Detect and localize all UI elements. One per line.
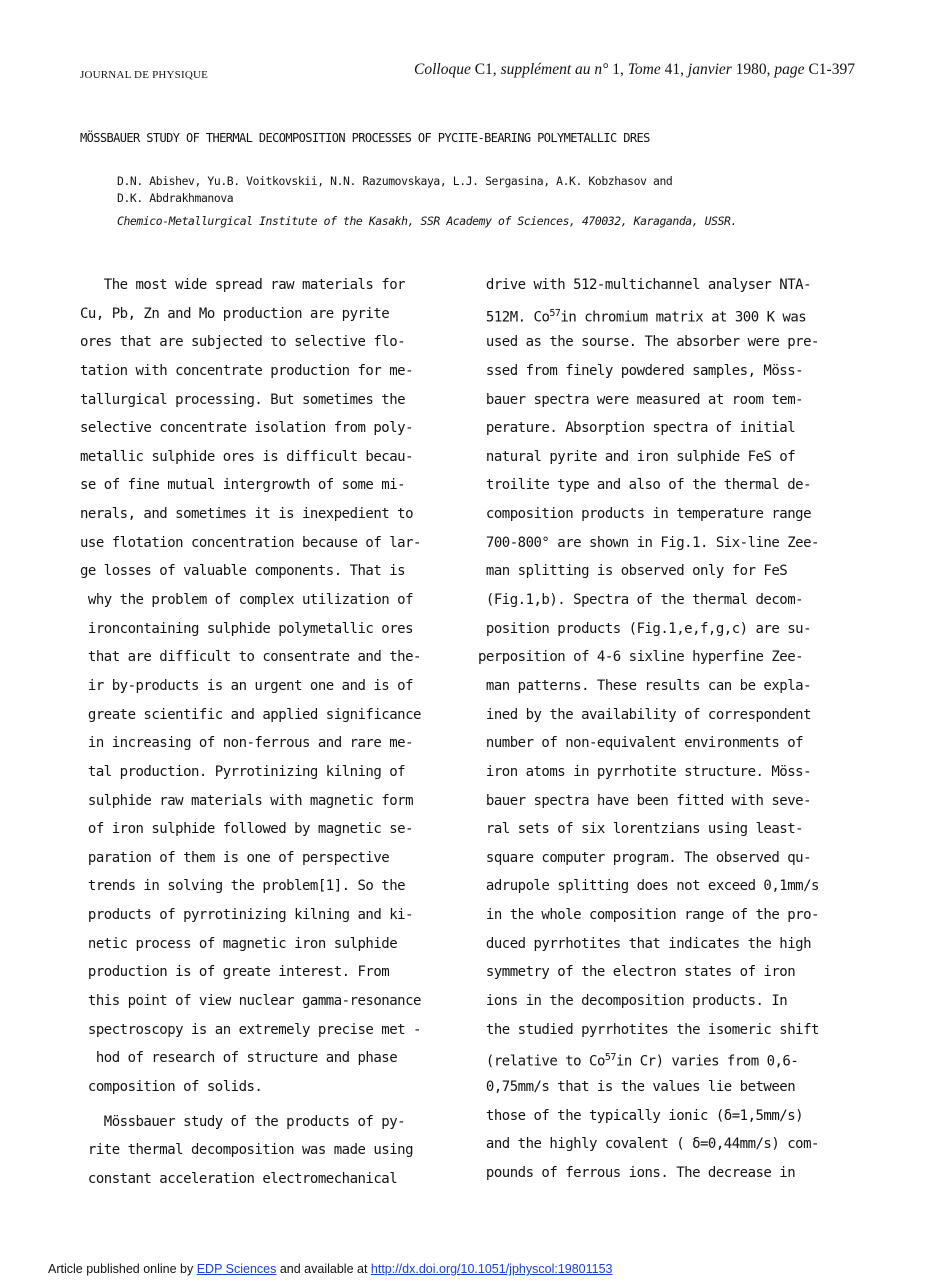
author-list	[117, 173, 672, 207]
text-line: production is of greate interest. From	[80, 964, 390, 981]
text-line: and the highly covalent ( δ=0,44mm/s) com-	[478, 1136, 819, 1153]
colloque-citation	[414, 61, 855, 79]
text-line: in the whole composition range of the pro-	[478, 907, 819, 924]
footer-note	[48, 1262, 613, 1276]
text-line: nerals, and sometimes it is inexpedient to	[80, 506, 414, 523]
text-line: ral sets of six lorentzians using least-	[478, 821, 804, 838]
text-line: ores that are subjected to selective flo-	[80, 334, 406, 351]
footer-text: Article published online by	[48, 1262, 197, 1276]
text-line: metallic sulphide ores is difficult becau-	[80, 448, 414, 465]
text-line: perature. Absorption spectra of initial	[478, 420, 796, 437]
text-line: greate scientific and applied significance	[80, 706, 421, 723]
text-line: used as the sourse. The absorber were pre-	[478, 334, 819, 351]
text-line: The most wide spread raw materials for	[80, 277, 406, 293]
text-line: man patterns. These results can be expla-	[478, 677, 812, 694]
text-line: bauer spectra were measured at room tem-	[478, 391, 804, 408]
tome-label: Tome	[627, 61, 661, 78]
text-line: position products (Fig.1,e,f,g,c) are su-	[478, 620, 812, 637]
text-line: tal production. Pyrrotinizing kilning of	[80, 763, 406, 780]
paper-title: MÖSSBAUER STUDY OF THERMAL DECOMPOSITION PROCESSES OF PYCITE-BEARING POLYMETALLIC DRES	[80, 131, 650, 145]
text-line: paration of them is one of perspective	[80, 849, 390, 866]
text-line: man splitting is observed only for FeS	[478, 563, 788, 580]
text-line: ir by-products is an urgent one and is of	[80, 677, 414, 694]
text-line: tallurgical processing. But sometimes the	[80, 391, 406, 408]
text-line: sulphide raw materials with magnetic form	[80, 792, 414, 809]
text-line: troilite type and also of the thermal de-	[478, 477, 812, 494]
text-line: bauer spectra have been fitted with seve-	[478, 792, 812, 809]
text-line: (Fig.1,b). Spectra of the thermal decom-	[478, 592, 804, 609]
text-line: symmetry of the electron states of iron	[478, 964, 796, 981]
text-line: pounds of ferrous ions. The decrease in	[478, 1164, 796, 1181]
text-line: Cu, Pb, Zn and Mo production are pyrite	[80, 305, 390, 322]
text-line: tation with concentrate production for me-	[80, 362, 414, 379]
text-line: ge losses of valuable components. That is	[80, 563, 406, 580]
text-line: selective concentrate isolation from poly-	[80, 420, 414, 437]
text-line: drive with 512-multichannel analyser NTA-	[478, 277, 812, 293]
text-line: natural pyrite and iron sulphide FeS of	[478, 448, 796, 465]
colloque-id: C1,	[470, 61, 501, 78]
text-line: ined by the availability of correspondent	[478, 706, 812, 723]
issue-number: 1,	[608, 61, 628, 78]
text-line: (relative to Co$^{57}$in Cr) varies from 0,6-	[478, 1052, 799, 1070]
text-line: perposition of 4-6 sixline hyperfine Zee-	[478, 649, 804, 666]
supplement-label: supplément au n°	[500, 61, 609, 78]
text-line: 0,75mm/s that is the values lie between	[478, 1078, 796, 1095]
text-line: spectroscopy is an extremely precise met -	[80, 1021, 421, 1038]
right-column	[478, 271, 878, 1188]
text-line: 700-800° are shown in Fig.1. Six-line Zee-	[478, 534, 819, 551]
superscript: 57	[604, 1052, 616, 1064]
text-line: those of the typically ionic (δ=1,5mm/s)	[478, 1107, 804, 1124]
author-line: D.N. Abishev, Yu.B. Voitkovskii, N.N. Razumovskaya, L.J. Sergasina, A.K. Kobzhasov and	[117, 174, 673, 188]
text-line: that are difficult to consentrate and the-	[80, 649, 421, 666]
text-line: iron atoms in pyrrhotite structure. Möss-	[478, 763, 812, 780]
text-line: square computer program. The observed qu-	[478, 849, 812, 866]
text-line: ions in the decomposition products. In	[478, 993, 788, 1010]
text-line: trends in solving the problem[1]. So the	[80, 878, 406, 895]
text-line: se of fine mutual intergrowth of some mi-	[80, 477, 406, 494]
text-line: duced pyrrhotites that indicates the high	[478, 935, 812, 952]
affiliation: Chemico-Metallurgical Institute of the Kasakh, SSR Academy of Sciences, 470032, Karaganda, USSR.	[117, 214, 737, 228]
doi-link[interactable]: http://dx.doi.org/10.1051/jphyscol:19801153	[370, 1262, 613, 1276]
text-line: Mössbauer study of the products of py-	[80, 1113, 406, 1130]
text-line: this point of view nuclear gamma-resonance	[80, 993, 421, 1010]
text-line: composition products in temperature range	[478, 506, 812, 523]
text-line: why the problem of complex utilization of	[80, 592, 414, 609]
month-label: janvier	[687, 61, 732, 78]
edp-sciences-link[interactable]: EDP Sciences	[196, 1262, 277, 1276]
text-line: composition of solids.	[80, 1078, 263, 1095]
text-line: netic process of magnetic iron sulphide	[80, 935, 398, 952]
text-line: use flotation concentration because of lar-	[80, 534, 421, 551]
text-line: in increasing of non-ferrous and rare me-	[80, 735, 414, 752]
superscript: 57	[549, 307, 561, 319]
journal-name: JOURNAL DE PHYSIQUE	[80, 69, 209, 81]
text-line: rite thermal decomposition was made using	[80, 1142, 414, 1159]
footer-text: and available at	[276, 1262, 371, 1276]
text-line: constant acceleration electromechanical	[80, 1170, 398, 1187]
year: 1980,	[731, 61, 775, 78]
page-number: C1-397	[804, 61, 855, 78]
page-label: page	[774, 61, 805, 78]
text-line: adrupole splitting does not exceed 0,1mm/s	[478, 878, 819, 895]
text-line: products of pyrrotinizing kilning and ki-	[80, 907, 414, 924]
text-line: of iron sulphide followed by magnetic se-	[80, 821, 414, 838]
text-line: ironcontaining sulphide polymetallic ores	[80, 620, 414, 637]
left-column	[80, 271, 480, 1194]
volume-number: 41,	[660, 61, 688, 78]
text-line: 512M. Co$^{57}$in chromium matrix at 300 K was	[478, 307, 807, 326]
text-line: ssed from finely powdered samples, Möss-	[478, 362, 804, 379]
author-line: D.K. Abdrakhmanova	[117, 191, 234, 205]
text-line: number of non-equivalent environments of	[478, 735, 804, 752]
text-line: the studied pyrrhotites the isomeric shift	[478, 1021, 819, 1038]
colloque-label: Colloque	[414, 61, 471, 78]
text-line: hod of research of structure and phase	[80, 1050, 398, 1067]
